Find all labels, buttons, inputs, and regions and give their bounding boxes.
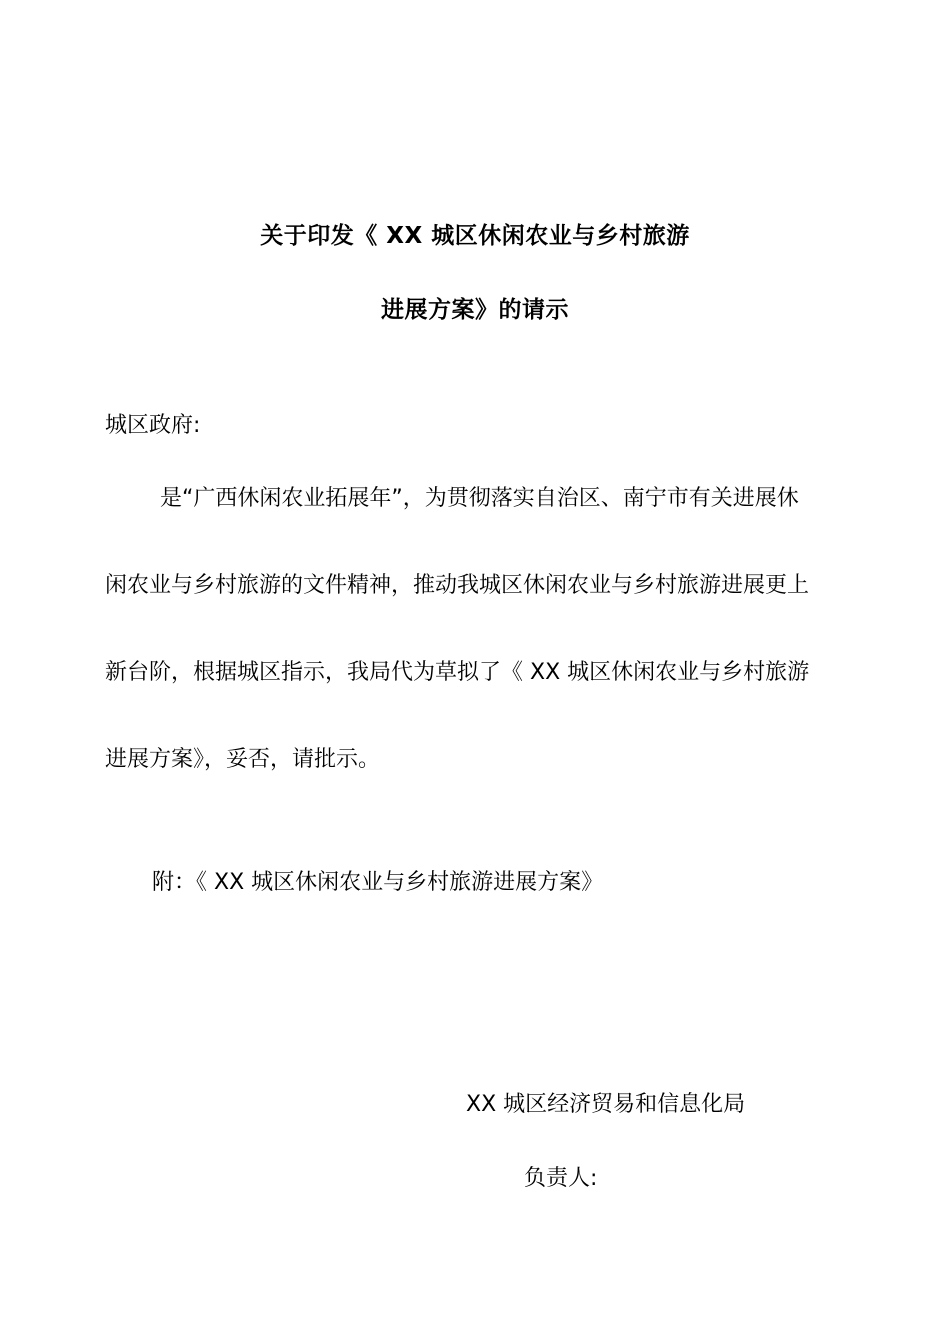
document-title-line-1: 关于印发《 XX 城区休闲农业与乡村旅游 (260, 223, 690, 249)
signature-organization: XX 城区经济贸易和信息化局 (466, 1092, 746, 1117)
salutation: 城区政府: (105, 413, 201, 438)
document-title-line-2: 进展方案》的请示 (381, 297, 569, 323)
body-paragraph-line-4: 进展方案》，妥否，请批示。 (105, 747, 381, 772)
body-paragraph-line-3: 新台阶，根据城区指示，我局代为草拟了《 XX 城区休闲农业与乡村旅游 (105, 660, 810, 685)
signature-person-label: 负责人: (524, 1166, 598, 1191)
body-paragraph-line-2: 闲农业与乡村旅游的文件精神，推动我城区休闲农业与乡村旅游进展更上 (105, 573, 810, 598)
attachment-note: 附：《 XX 城区休闲农业与乡村旅游进展方案》 (152, 870, 604, 895)
body-paragraph-line-1: 是“广西休闲农业拓展年”，为贯彻落实自治区、南宁市有关进展休 (160, 486, 799, 511)
